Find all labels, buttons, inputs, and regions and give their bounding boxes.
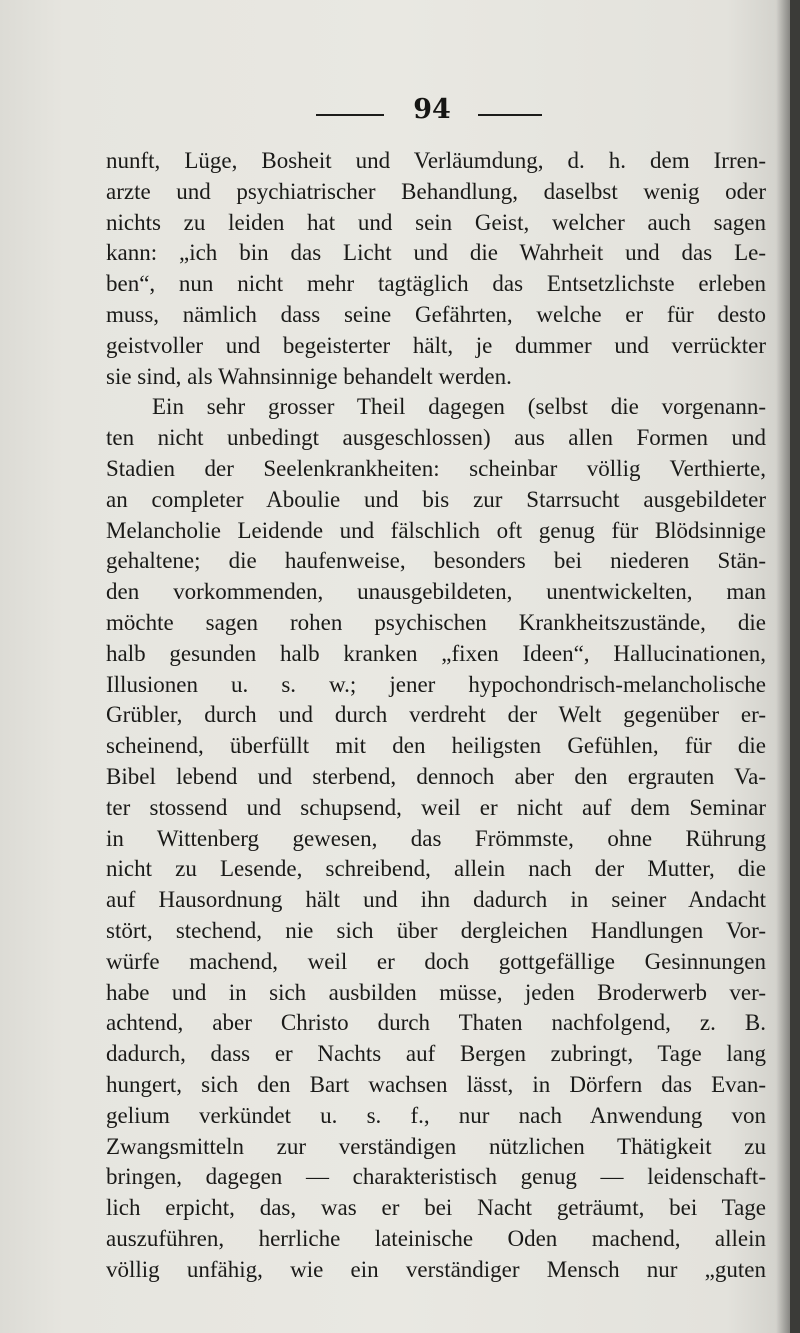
text-line: sie sind, als Wahnsinnige behandelt werden. bbox=[106, 363, 512, 389]
page-edge-shadow bbox=[776, 0, 790, 1333]
text-line: lich erpicht, das, was er bei Nacht geträumt, bei Tage bbox=[106, 1195, 766, 1221]
text-line: Bibel lebend und sterbend, dennoch aber den ergrauten Va- bbox=[106, 763, 766, 789]
text-line: nichts zu leiden hat und sein Geist, welcher auch sagen bbox=[106, 209, 766, 235]
text-line: stört, stechend, nie sich über dergleichen Handlungen Vor- bbox=[106, 917, 766, 943]
text-line: Stadien der Seelenkrankheiten: scheinbar völlig Verthierte, bbox=[106, 455, 766, 481]
text-line: habe und in sich ausbilden müsse, jeden Broderwerb ver- bbox=[106, 979, 766, 1005]
text-line: achtend, aber Christo durch Thaten nachfolgend, z. B. bbox=[106, 1010, 766, 1036]
page-number: 94 bbox=[413, 94, 451, 125]
text-line: halb gesunden halb kranken „fixen Ideen“, Hallucinationen, bbox=[106, 640, 766, 666]
text-line: dadurch, dass er Nachts auf Bergen zubringt, Tage lang bbox=[106, 1041, 766, 1067]
text-line: an completer Aboulie und bis zur Starrsucht ausgebildeter bbox=[106, 486, 766, 512]
text-line: den vorkommenden, unausgebildeten, unentwickelten, man bbox=[106, 579, 766, 605]
text-line: nunft, Lüge, Bosheit und Verläumdung, d. h. dem Irren- bbox=[106, 148, 766, 173]
text-line: Grübler, durch und durch verdreht der Welt gegenüber er- bbox=[106, 702, 766, 728]
page-body-text bbox=[106, 146, 766, 1285]
text-line: nicht zu Lesende, schreibend, allein nach der Mutter, die bbox=[106, 856, 766, 882]
text-line: ter stossend und schupsend, weil er nicht auf dem Seminar bbox=[106, 794, 766, 820]
text-line: völlig unfähig, wie ein verständiger Mensch nur „guten bbox=[106, 1256, 766, 1282]
text-line: gehaltene; die haufenweise, besonders bei niederen Stän- bbox=[106, 548, 766, 574]
text-line: bringen, dagegen — charakteristisch genug — leidenschaft- bbox=[106, 1164, 766, 1190]
text-line: gelium verkündet u. s. f., nur nach Anwendung von bbox=[106, 1102, 766, 1128]
header-rule-left bbox=[316, 114, 384, 116]
text-line: kann: „ich bin das Licht und die Wahrheit und das Le- bbox=[106, 240, 766, 266]
text-line: Zwangsmitteln zur verständigen nützlichen Thätigkeit zu bbox=[106, 1133, 766, 1159]
text-line: muss, nämlich dass seine Gefährten, welche er für desto bbox=[106, 301, 766, 327]
text-line: in Wittenberg gewesen, das Frömmste, ohne Rührung bbox=[106, 825, 766, 851]
paragraph-first-line: Ein sehr grosser Theil dagegen (selbst die vorgenann- bbox=[152, 394, 766, 420]
text-line: ten nicht unbedingt ausgeschlossen) aus allen Formen und bbox=[106, 425, 766, 451]
header-rule-right bbox=[478, 114, 542, 116]
text-line: ben“, nun nicht mehr tagtäglich das Entsetzlichste erleben bbox=[106, 271, 766, 297]
text-line: auf Hausordnung hält und ihn dadurch in seiner Andacht bbox=[106, 887, 766, 913]
text-line: würfe machend, weil er doch gottgefällige Gesinnungen bbox=[106, 948, 766, 974]
text-line: arzte und psychiatrischer Behandlung, daselbst wenig oder bbox=[106, 178, 766, 204]
text-line: scheinend, überfüllt mit den heiligsten Gefühlen, für die bbox=[106, 733, 766, 759]
text-line: auszuführen, herrliche lateinische Oden machend, allein bbox=[106, 1225, 766, 1251]
text-line: Melancholie Leidende und fälschlich oft genug für Blödsinnige bbox=[106, 517, 766, 543]
text-line: Illusionen u. s. w.; jener hypochondrisch-melancholische bbox=[106, 671, 766, 697]
text-line: hungert, sich den Bart wachsen lässt, in Dörfern das Evan- bbox=[106, 1071, 766, 1097]
text-line: geistvoller und begeisterter hält, je dummer und verrückter bbox=[106, 332, 766, 358]
page-header bbox=[0, 92, 790, 132]
text-line: möchte sagen rohen psychischen Krankheitszustände, die bbox=[106, 609, 766, 635]
